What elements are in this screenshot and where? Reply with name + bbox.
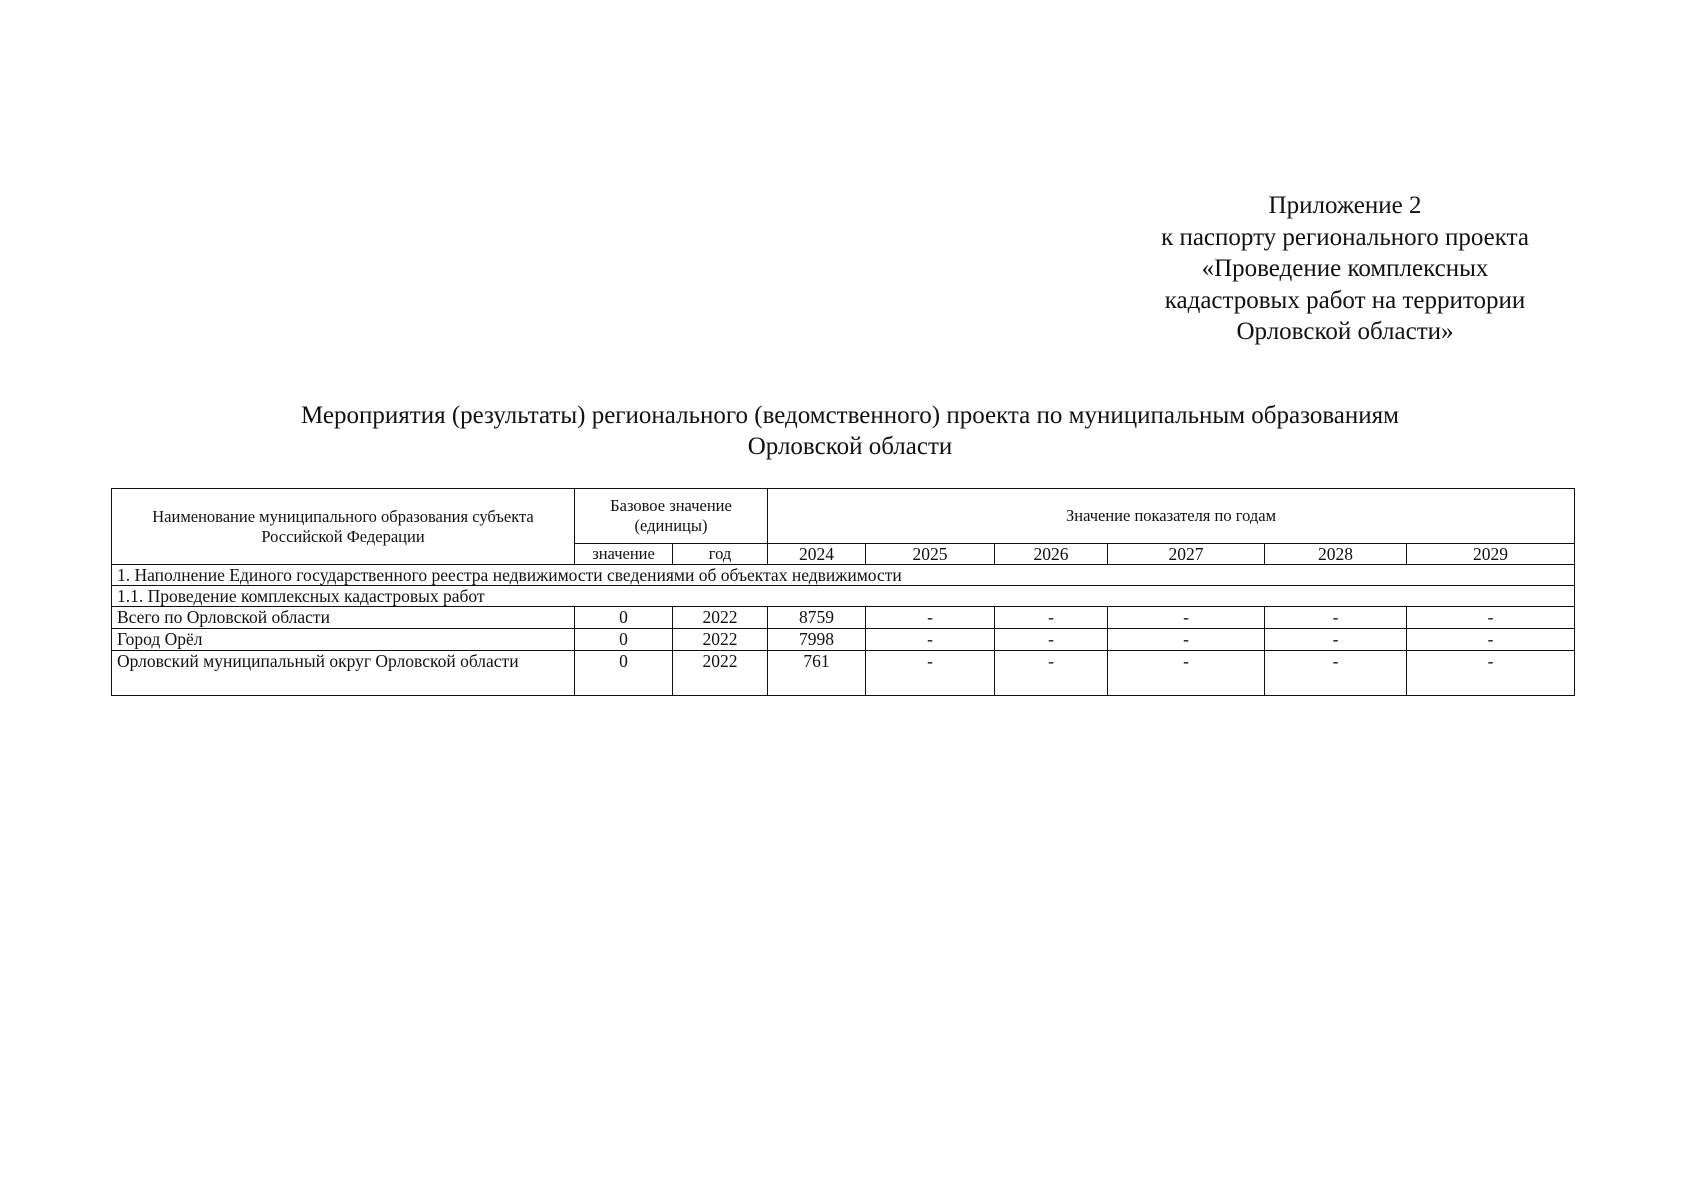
row-base-value: 0 — [575, 629, 673, 651]
appendix-line: «Проведение комплексных — [1201, 255, 1489, 282]
header-year-2026: 2026 — [995, 544, 1108, 565]
header-years-group: Значение показателя по годам — [768, 489, 1575, 544]
row-value-2025: - — [866, 629, 995, 651]
header-year-2029: 2029 — [1407, 544, 1575, 565]
row-base-year: 2022 — [673, 651, 768, 696]
header-base-value: значение — [575, 544, 673, 565]
row-value-2029: - — [1407, 607, 1575, 629]
row-value-2029: - — [1407, 629, 1575, 651]
document-title-line-1: Мероприятия (результаты) регионального (ведомственного) проекта по муниципальным образованиям — [301, 402, 1399, 429]
header-year-2024: 2024 — [768, 544, 866, 565]
indicators-table — [111, 488, 1575, 696]
appendix-line: кадастровых работ на территории — [1164, 286, 1526, 314]
table-header-row — [112, 489, 1575, 544]
header-base-year: год — [673, 544, 768, 565]
header-year-2027: 2027 — [1108, 544, 1265, 565]
row-value-2027: - — [1108, 629, 1265, 651]
row-base-value: 0 — [575, 607, 673, 629]
row-value-2026: - — [995, 651, 1108, 696]
header-year-2025: 2025 — [866, 544, 995, 565]
row-name: Всего по Орловской области — [112, 607, 575, 629]
section-1-1: 1.1. Проведение комплексных кадастровых работ — [112, 586, 1575, 607]
section-row — [112, 586, 1575, 607]
row-value-2029: - — [1407, 651, 1575, 696]
row-value-2026: - — [995, 607, 1108, 629]
row-base-value: 0 — [575, 651, 673, 696]
row-value-2028: - — [1265, 607, 1407, 629]
table-row — [112, 607, 1575, 629]
section-1: 1. Наполнение Единого государственного реестра недвижимости сведениями об объектах недвижимости — [112, 565, 1575, 586]
row-base-year: 2022 — [673, 629, 768, 651]
appendix-line: Приложение 2 — [1268, 192, 1422, 219]
header-year-2028: 2028 — [1265, 544, 1407, 565]
row-value-2028: - — [1265, 651, 1407, 696]
row-value-2027: - — [1108, 607, 1265, 629]
row-value-2024: 761 — [768, 651, 866, 696]
row-name: Орловский муниципальный округ Орловской области — [112, 651, 575, 696]
appendix-block — [1130, 190, 1560, 348]
document-title — [180, 400, 1520, 462]
row-value-2025: - — [866, 607, 995, 629]
section-row — [112, 565, 1575, 586]
row-value-2027: - — [1108, 651, 1265, 696]
row-name: Город Орёл — [112, 629, 575, 651]
row-value-2028: - — [1265, 629, 1407, 651]
document-title-line-2: Орловской области — [747, 433, 953, 460]
row-value-2024: 7998 — [768, 629, 866, 651]
row-value-2026: - — [995, 629, 1108, 651]
appendix-line: Орловской области» — [1236, 318, 1454, 345]
row-value-2025: - — [866, 651, 995, 696]
table-row — [112, 651, 1575, 696]
table-row — [112, 629, 1575, 651]
appendix-line: к паспорту регионального проекта — [1161, 223, 1529, 251]
header-municipality: Наименование муниципального образования субъекта Российской Федерации — [112, 489, 575, 565]
row-base-year: 2022 — [673, 607, 768, 629]
header-base-value-group: Базовое значение (единицы) — [575, 489, 768, 544]
row-value-2024: 8759 — [768, 607, 866, 629]
